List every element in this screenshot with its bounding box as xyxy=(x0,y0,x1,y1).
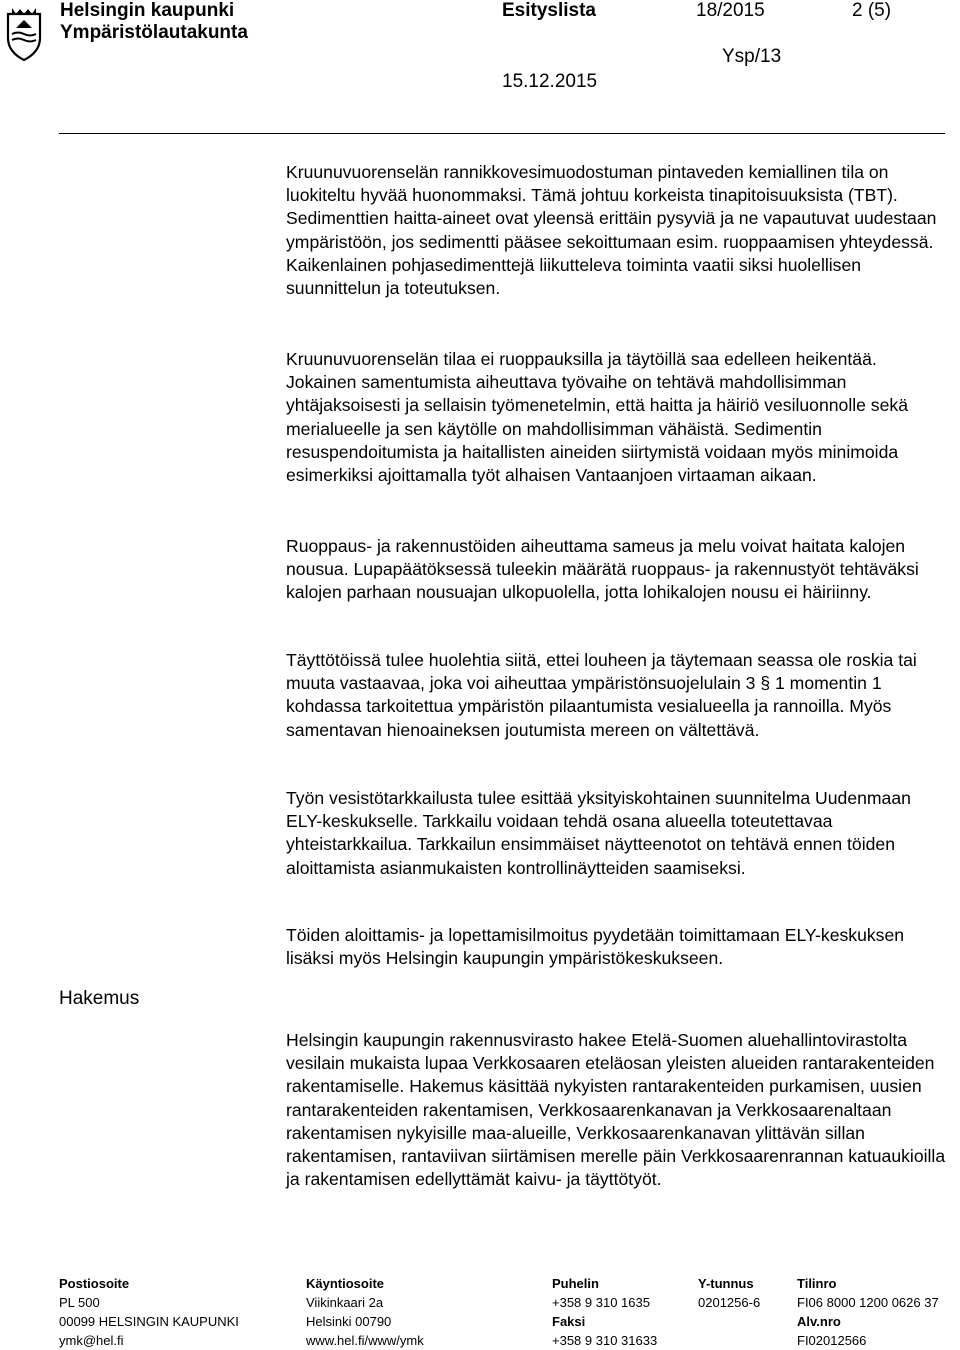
board-name: Ympäristölautakunta xyxy=(60,22,248,43)
footer-fax-value: +358 9 310 31633 xyxy=(552,1333,658,1348)
document-title: Esityslista xyxy=(502,0,596,21)
footer-visiting-label: Käyntiosoite xyxy=(306,1276,385,1291)
footer-account-label: Tilinro xyxy=(797,1276,837,1291)
paragraph-7: Helsingin kaupungin rakennusvirasto hakee Etelä-Suomen aluehallintovirastolta vesilain mukaista lupaa Verkkosaaren eteläosan yleisten alueiden rantarakenteiden rakentamiselle. Hakemus käsittää nykyisten rantarakenteiden purkamisen, uusien rantarakenteiden rakentamisen, Verkkosaarenkanavan ja Verkkosaarenaltaan rakentamisen nykyisille maa-alueille, Verkkosaarenkanavan ylittävän sillan rakentamisen, rantaviivan siirtämisen merelle päin Verkkosaarenrannan katuaukioilla ja rakentamisen edellyttämät kaivu- ja täyttötyöt. xyxy=(286,1030,946,1190)
paragraph-5: Työn vesistötarkkailusta tulee esittää yksityiskohtainen suunnitelma Uudenmaan ELY-keskukselle. Tarkkailu voidaan tehdä osana alueella toteutettavaa yhteistarkkailua. Tarkkailun ensimmäiset näytteenotot on tehtävä ennen töiden aloittamista asianmukaisten kontrollinäytteiden saamiseksi. xyxy=(286,788,911,878)
sidebar-label-hakemus: Hakemus xyxy=(59,988,140,1009)
footer-fax-label: Faksi xyxy=(552,1314,586,1329)
paragraph-1: Kruunuvuorenselän rannikkovesimuodostuman pintaveden kemiallinen tila on luokiteltu hyvää huonommaksi. Tämä johtuu korkeista tinapitoisuuksista (TBT). Sedimenttien haitta-aineet ovat yleensä erittäin pysyviä ja ne vapautuvat uudestaan ympäristöön, jos sedimentti pääsee sekoittumaan esim. ruoppaamisen yhteydessä. Kaikenlainen pohjasedimenttejä liikutteleva toiminta vaatii siksi huolellisen suunnittelun ja toteutuksen. xyxy=(286,162,937,299)
footer-vat-value: FI02012566 xyxy=(797,1333,867,1348)
footer-postal-label: Postiosoite xyxy=(59,1276,130,1291)
paragraph-3: Ruoppaus- ja rakennustöiden aiheuttama sameus ja melu voivat haitata kalojen nousua. Lupapäätöksessä tuleekin määrätä ruoppaus- ja rakennustyöt tehtäväksi kalojen parhaan nousuajan ulkopuolella, jotta lohikalojen nousu ei häiriinny. xyxy=(286,536,919,603)
paragraph-6: Töiden aloittamis- ja lopettamisilmoitus pyydetään toimittamaan ELY-keskuksen lisäksi myös Helsingin kaupungin ympäristökeskukseen. xyxy=(286,925,905,969)
header-divider xyxy=(59,133,945,134)
footer-website-link[interactable]: www.hel.fi/www/ymk xyxy=(306,1333,424,1348)
footer-account-value: FI06 8000 1200 0626 37 xyxy=(797,1295,939,1310)
organization-name: Helsingin kaupunki xyxy=(60,0,235,21)
footer-vat-label: Alv.nro xyxy=(797,1314,841,1329)
footer-phone-value: +358 9 310 1635 xyxy=(552,1295,650,1310)
footer-postal xyxy=(59,1274,239,1350)
footer-visiting xyxy=(306,1274,424,1350)
footer-email-link[interactable]: ymk@hel.fi xyxy=(59,1333,124,1348)
footer-phone xyxy=(552,1274,657,1350)
footer-visiting-line: Viikinkaari 2a xyxy=(306,1295,384,1310)
footer-visiting-line: Helsinki 00790 xyxy=(306,1314,392,1329)
section-code: Ysp/13 xyxy=(722,46,782,67)
footer-business-id-label: Y-tunnus xyxy=(698,1276,754,1291)
footer-postal-line: 00099 HELSINGIN KAUPUNKI xyxy=(59,1314,239,1329)
paragraph-2: Kruunuvuorenselän tilaa ei ruoppauksilla ja täytöillä saa edelleen heikentää. Jokainen samentumista aiheuttava työvaihe on tehtävä mahdollisimman yhtäjaksoisesti ja sellaisin työmenetelmin, että haitta ja häiriö vesiluonnolle sekä merialueelle ja sen käytölle on mahdollisimman vähäistä. Sedimentin resuspendoitumista ja haitallisten aineiden siirtymistä voidaan myös minimoida esimerkiksi ajoittamalla työt alhaisen Vantaanjoen virtaaman aikaan. xyxy=(286,349,908,486)
footer-postal-line: PL 500 xyxy=(59,1295,100,1310)
paragraph-4: Täyttötöissä tulee huolehtia siitä, ettei louheen ja täytemaan seassa ole roskia tai muuta vastaavaa, joka voi aiheuttaa ympäristönsuojelulain 3 § 1 momentin 1 kohdassa tarkoitettua ympäristön pilaantumista vesialueella ja rannoilla. Myös samentavan hienoaineksen joutumista mereen on vältettävä. xyxy=(286,650,917,740)
footer-account xyxy=(797,1274,939,1350)
footer-business-id xyxy=(698,1274,760,1312)
helsinki-crest-logo xyxy=(2,4,46,62)
footer-phone-label: Puhelin xyxy=(552,1276,599,1291)
footer-business-id-value: 0201256-6 xyxy=(698,1295,761,1310)
meeting-date: 15.12.2015 xyxy=(502,71,598,92)
page-count: 2 (5) xyxy=(852,0,892,21)
document-number: 18/2015 xyxy=(696,0,765,21)
